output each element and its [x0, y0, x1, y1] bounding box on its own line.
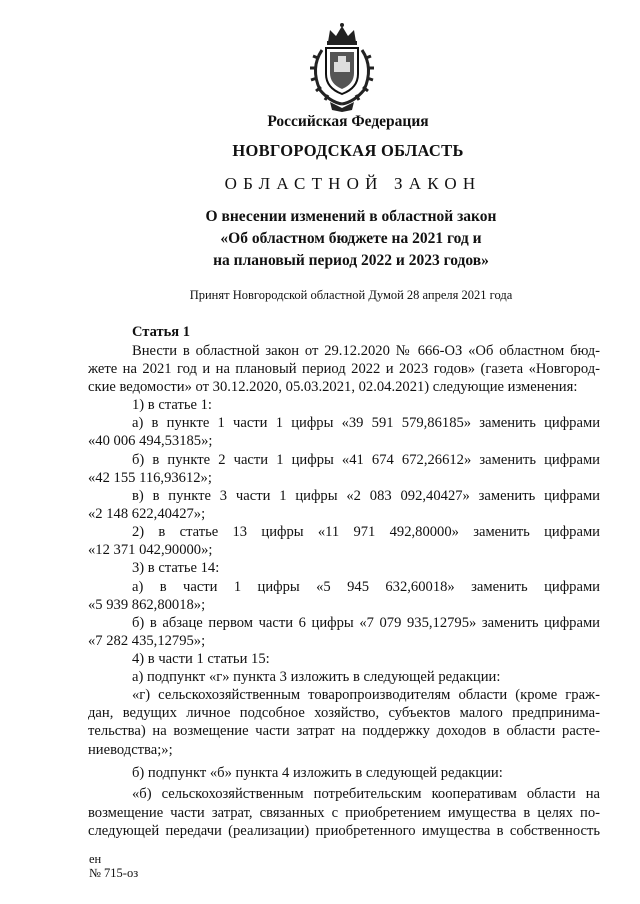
body-line: жете на 2021 год и на плановый период 2022 и 2023 годов» (газета «Новгород- [88, 361, 600, 377]
body-line: «40 006 494,53185»; [88, 433, 213, 449]
footer-initials: ен [89, 852, 102, 866]
body-line: возмещение части затрат, связанных с приобретением имущества в целях по- [88, 805, 600, 821]
law-title-line-2: «Об областном бюджете на 2021 год и [220, 230, 482, 247]
body-line: 3) в статье 14: [132, 560, 220, 576]
article-heading: Статья 1 [132, 324, 190, 340]
law-title-line-1: О внесении изменений в областной закон [205, 208, 497, 225]
body-line: «12 371 042,90000»; [88, 542, 213, 558]
region-name: НОВГОРОДСКАЯ ОБЛАСТЬ [232, 141, 464, 160]
coat-of-arms-emblem [300, 22, 384, 114]
body-line: б) в пункте 2 части 1 цифры «41 674 672,26612» заменить цифрами [132, 452, 600, 468]
body-line: в) в пункте 3 части 1 цифры «2 083 092,40427» заменить цифрами [132, 488, 600, 504]
body-line: «2 148 622,40427»; [88, 506, 206, 522]
body-line: а) в пункте 1 части 1 цифры «39 591 579,86185» заменить цифрами [132, 415, 600, 431]
body-line: «5 939 862,80018»; [88, 597, 206, 613]
body-line: а) подпункт «г» пункта 3 изложить в следующей редакции: [132, 669, 501, 685]
law-type: ОБЛАСТНОЙ ЗАКОН [224, 174, 482, 193]
body-line: следующей передачи (реализации) приобретенного имущества в собственность [88, 823, 600, 839]
body-line: 4) в части 1 статьи 15: [132, 651, 270, 667]
body-line: б) подпункт «б» пункта 4 изложить в следующей редакции: [132, 765, 503, 781]
body-line: 1) в статье 1: [132, 397, 212, 413]
body-line: а) в части 1 цифры «5 945 632,60018» заменить цифрами [132, 579, 600, 595]
country-name: Российская Федерация [267, 113, 429, 130]
body-line: тельства) на возмещение части затрат на поддержку доходов в области расте- [88, 723, 600, 739]
body-line: «7 282 435,12795»; [88, 633, 206, 649]
law-title-line-3: на плановый период 2022 и 2023 годов» [213, 252, 489, 269]
body-line: «б) сельскохозяйственным потребительским кооперативам области на [132, 786, 600, 802]
footer-law-number: № 715-оз [89, 866, 139, 880]
adoption-note: Принят Новгородской областной Думой 28 апреля 2021 года [189, 288, 513, 302]
body-line: ские ведомости» от 30.12.2020, 05.03.2021, 02.04.2021) следующие изменения: [88, 379, 578, 395]
body-line: б) в абзаце первом части 6 цифры «7 079 935,12795» заменить цифрами [132, 615, 600, 631]
body-line: «42 155 116,93612»; [88, 470, 212, 486]
body-line: ниеводства;»; [88, 742, 173, 758]
body-line: 2) в статье 13 цифры «11 971 492,80000» заменить цифрами [132, 524, 600, 540]
body-line: Внести в областной закон от 29.12.2020 № 666-ОЗ «Об областном бюд- [132, 343, 600, 359]
body-line: дан, ведущих личное подсобное хозяйство, субъектов малого предпринима- [88, 705, 600, 721]
body-line: «г) сельскохозяйственным товаропроизводителям области (кроме граж- [132, 687, 600, 703]
